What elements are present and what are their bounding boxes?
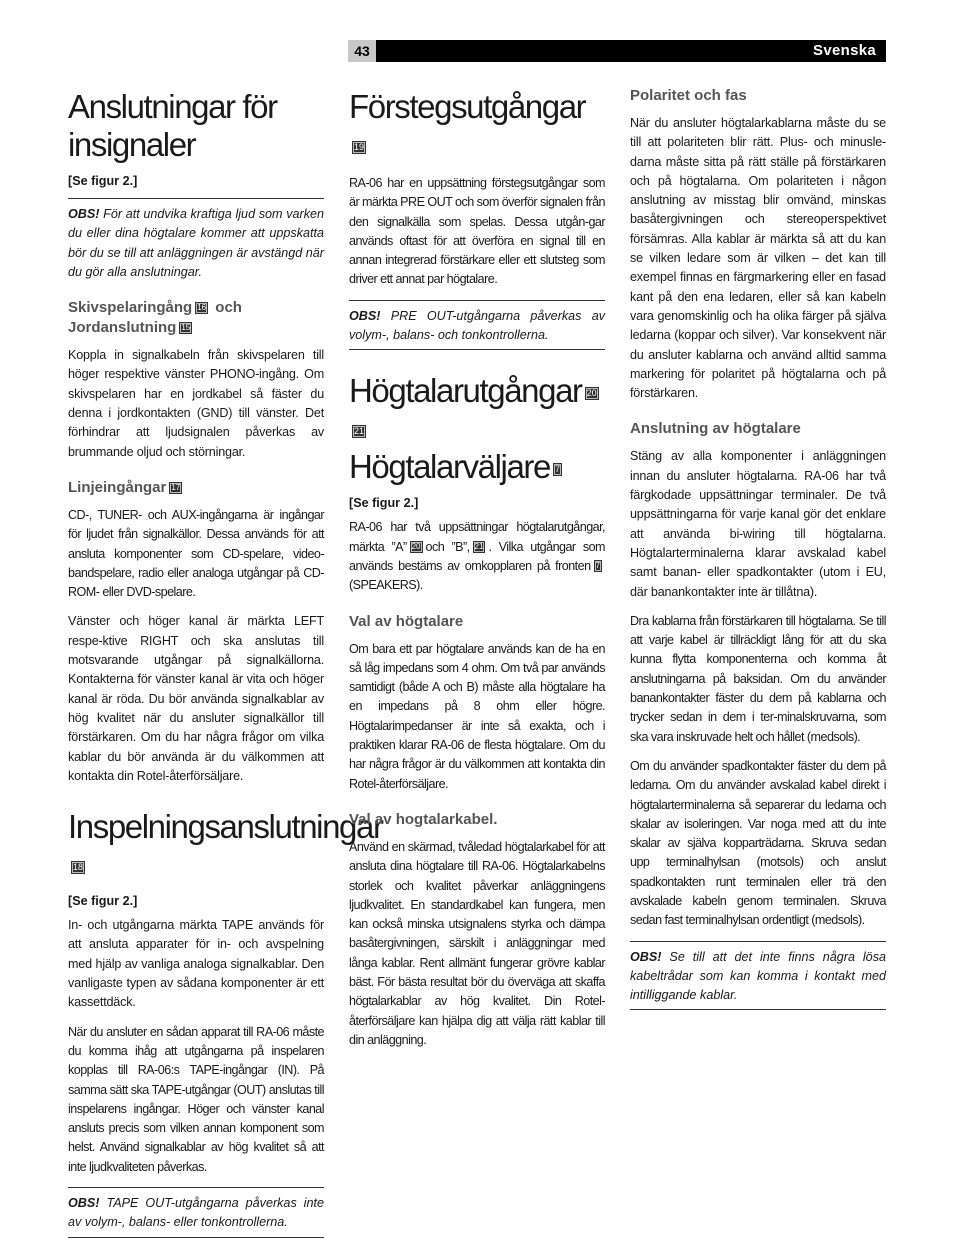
see-figure-ref: [Se figur 2.] [68,174,138,188]
subheading-phono [68,298,324,338]
heading-speakers-text: Högtalarutgångar [349,372,582,410]
text-run: RA-06 har två uppsättningar högtalarutgångar, märkta ”A” [349,520,605,554]
ref-badge: 15 [181,323,191,333]
paragraph-anslutning-2: Dra kablarna från förstärkaren till högtalarna. Se till att varje kabel är tillräckligt lång för att du ska kunna flytta komponenterna och komma åt anslutningarna på baksidan. Om du använder banankontakter fäster du dem på kablarna och trycker sedan in dem i ter-minalskruvarna, som ska vara inskruvade helt och hållet (medsols). [630,613,886,744]
note-box [68,198,324,282]
subheading-line [68,478,324,498]
paragraph-line-1: CD-, TUNER- och AUX-ingångarna är ingångar för ljudet från signalkällor. Dessa används för att ansluta komponenter som CD-spelare, video-bandspelare, radio eller analoga utgångar på CD-ROM- eller DVD-spelare. [68,507,324,600]
ref-badge: 16 [197,303,207,313]
column-right [630,80,886,1026]
paragraph-anslutning-1: Stäng av alla komponenter i anläggningen innan du ansluter högtalarna. RA-06 har två färgkodade uppsättningar terminaler. De två uppsättningarna för varje kanal gör det enklare att använda bi-wiring till högtalarna. Högtalarterminalerna klarar avskalad kabel samt banan- eller spadkontakter (utom i EU, där banankontakter inte är tillåtna). [630,449,886,599]
paragraph-tape-2: När du ansluter en sådan apparat till RA-06 måste du komma ihåg att utgångarna på inspelaren kopplas till RA-06:s TAPE-ingångar (IN). På samma sätt ska TAPE-utgångar (OUT) anslutas till inspelarens ingångar. Höger och vänster kanal ansluts precis som vilken annan komponent som helst. Använd signalkablar av hög kvalitet så att inte ljudkvaliteten påverkas. [68,1024,324,1174]
paragraph-preout: RA-06 har en uppsättning förstegsutgångar som är märkta PRE OUT och som överför signalen från den signalkälla som spelas. Dessa utgån-gar används oftast för att överföra en signal till en annan integrerad förstärkare eller ett slutsteg som driver ett annat par högtalare. [349,176,605,287]
subheading-line-text: Linjeingångar [68,478,167,496]
see-figure-ref: [Se figur 2.] [349,496,419,511]
note-text: PRE OUT-utgångarna påverkas av volym-, balans- och tonkontrollerna. [349,308,605,343]
subheading-ground-text: och Jordanslutning [68,299,242,337]
heading-tape [68,808,383,884]
column-middle [349,80,605,1060]
page-number: 43 [348,40,376,62]
note-label: OBS! [68,1195,100,1210]
ref-badge: 7 [595,560,600,570]
ref-badge: 18 [73,862,84,873]
paragraph-kabel: Använd en skärmad, tvåledad högtalarkabel för att ansluta dina högtalare till RA-06. Högtalarkabelns storlek och kvalitet påverkar anläggningens ljudkvalitet. En standardkabel kan fungera, men kan också minska utsignalens styrka och dämpa basåtergivningen, särskilt i anläggningar med långa kablar. Rent allmänt fungerar grövre kablar bäst. För bästa resultat bör du överväga att skaffa högtalarkablar av hög kvalitet. Din Rotel-återförsäljare kan hjälpa dig att välja rätt kablar till din anläggning. [349,839,605,1047]
heading-preout-text: Förstegsutgångar [349,88,586,125]
note-box [349,300,605,351]
subheading-val: Val av högtalare [349,612,464,630]
subheading-anslutning: Anslutning av högtalare [630,420,801,438]
note-label: OBS! [630,949,662,964]
note-box [630,941,886,1011]
heading-tape-text: Inspelningsanslutningar [68,808,383,846]
heading-speakers [349,372,605,486]
text-run: (SPEAKERS). [349,578,423,593]
note-text: TAPE OUT-utgångarna påverkas inte av volym-, balans- eller tonkontrollerna. [68,1195,324,1230]
ref-badge: 17 [171,482,181,492]
paragraph-polaritet: När du ansluter högtalarkablarna måste du se till att polariteten blir rätt. Plus- och minusle-darna måste sitta på rätt ställe på förstärkaren och på högtalarna. Om polariteten i någon anslutning av misstag blir omvänd, minskas basåtergivningen och stereoperspektivet försämras. Alla kablar är märkta så att du kan se vilken ledare som är vilken – det kan till exempel finnas en färgmarkering eller en fasad kant på den ena ledaren, eller så kan kabeln vara genomskinlig och ha olika färger på själva ledarna (koppar och silver). Var konsekvent när du ansluter kablarna och använd alltid samma markering för polaritet på högtalarna och på förstärkaren. [630,116,886,401]
note-text: Se till att det inte finns några lösa kabeltrådar som kan komma i kontakt med intilliggande kablar. [630,949,886,1003]
subheading-phono-text: Skivspelaringång [68,299,193,317]
page-header-bar [348,40,886,62]
note-label: OBS! [68,207,100,221]
ref-badge: 19 [354,142,365,152]
ref-badge: 20 [411,541,421,551]
note-label: OBS! [349,308,381,323]
subheading-kabel: Val av hogtalarkabel. [349,810,498,828]
heading-selector-text: Högtalarväljare [349,448,550,486]
text-run: . Vilka utgångar som används bestäms av omkopplaren på fronten [349,539,605,573]
ref-badge: 20 [586,388,597,399]
paragraph-phono: Koppla in signalkabeln från skivspelaren till höger respektive vänster PHONO-ingång. Om skivspelaren har en jordkabel så fäster du denna i jordkontakten (GND) till vänster. Det förhindrar att ljudsignalen påverkas av brummande oljud och störningar. [68,348,324,459]
text-run: och ”B”, [425,539,470,554]
ref-badge: 7 [554,464,560,475]
paragraph-anslutning-3: Om du använder spadkontakter fäster du dem på ledarna. Om du använder avskalad kabel direkt i högtalarterminalerna så separerar du ledarna och skalar av isoleringen. Var noga med att du inte skalar av själva kopparträdarna. Skruva sedan upp terminalhylsan (motsols) och anslut spadkontakten runt terminalen eller trä den avskalade kabeln genom terminalen. Skruva sedan fast terminalhylsan ordentligt (medsols). [630,758,886,928]
paragraph-val: Om bara ett par högtalare används kan de ha en så låg impedans som 4 ohm. Om två par används samtidigt (både A och B) måste alla högtalare ha en impedans på 8 ohm eller högre. Högtalarimpedanser är inte så exakta, och i praktiken klarar RA-06 de flesta högtalare. Om du har några frågor är du välkommen att kontakta din Rotel-återförsäljare. [349,641,605,791]
ref-badge: 21 [474,541,484,551]
paragraph-line-2: Vänster och höger kanal är märkta LEFT respe-ktive RIGHT och ska anslutas till motsvarande utgångar på signalkällorna. Kontakterna för vänster kanal är vita och höger kanal är röda. Du bör använda signalkablar av hög kvalitet när du ansluter signalkällor till förstärkaren. Om du har några frågor om vilka kablar du bör använda är du välkommen att kontakta din Rotel-återförsäljare. [68,614,324,783]
see-figure-ref: [Se figur 2.] [68,894,138,909]
heading-preout [349,88,605,164]
note-box [68,1187,324,1238]
note-text: För att undvika kraftiga ljud som varken du eller dina högtalare kommer att uppskatta bör du se till att anläggningen är avstängd när du gör alla anslutningar. [68,207,325,279]
heading-insignaler: Anslutningar för insignaler [68,88,277,163]
paragraph-tape-1: In- och utgångarna märkta TAPE används för att ansluta apparater för in- och avspelning med hjälp av vanliga analoga signalkablar. Den vanligaste typen av sådana komponenter är ett kassettdäck. [68,918,324,1010]
subheading-polaritet: Polaritet och fas [630,87,747,104]
language-label: Svenska [813,42,876,59]
ref-badge: 21 [354,426,365,437]
paragraph-speakers [349,518,605,595]
